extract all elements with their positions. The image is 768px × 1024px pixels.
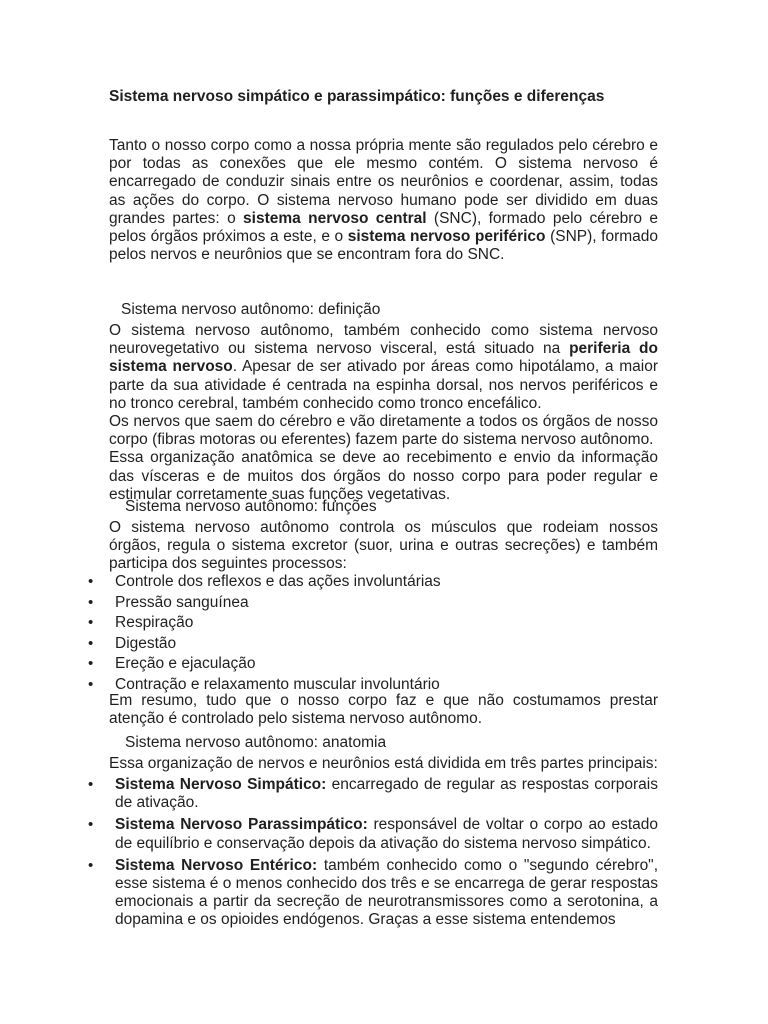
intro-bold-snp: sistema nervoso periférico xyxy=(347,228,546,246)
definition-bold-periferia: periferia do sistema nervoso xyxy=(109,340,658,376)
term-enterico: Sistema Nervoso Entérico: xyxy=(115,856,318,874)
intro-text xyxy=(109,137,658,264)
list-item: • Digestão xyxy=(87,635,658,656)
list-item: • Respiração xyxy=(87,614,658,635)
list-item-simpatico xyxy=(87,776,658,812)
desc-simpatico: encarregado de regular as respostas corporais de ativação. xyxy=(115,776,658,812)
intro-paragraph xyxy=(109,137,658,264)
desc-parassimpatico: responsável de voltar o corpo ao estado de equilíbrio e conservação depois da ativação do sistema nervoso simpático. xyxy=(115,816,658,852)
functions-intro: O sistema nervoso autônomo controla os músculos que rodeiam nossos órgãos, regula o sistema excretor (suor, urina e outras secreções) e também participa dos seguintes processos: xyxy=(109,519,658,573)
section-heading-definition: Sistema nervoso autônomo: definição xyxy=(121,301,381,318)
functions-list xyxy=(87,573,658,697)
definition-text-2: . Apesar de ser ativado por áreas como hipotálamo, a maior parte da sua atividade é centrada na espinha dorsal, nos nervos periféricos e no tronco cerebral, também conhecido como tronco encefálico. xyxy=(109,358,658,412)
list-item-enterico xyxy=(87,857,658,930)
desc-enterico: também conhecido como o "segundo cérebro", esse sistema é o menos conhecido dos três e se encarrega de gerar respostas emocionais a partir da secreção de neurotransmissores como a serotonina, a dopamina e os opioides endógenos. Graças a esse sistema entendemos xyxy=(115,856,658,929)
list-item-parassimpatico xyxy=(87,816,658,852)
anatomy-intro: Essa organização de nervos e neurônios está dividida em três partes principais: xyxy=(109,755,658,772)
document-title: Sistema nervoso simpático e parassimpático: funções e diferenças xyxy=(109,88,605,105)
definition-paragraph-3: Essa organização anatômica se deve ao recebimento e envio da informação das vísceras e de muitos dos órgãos do nosso corpo para poder regular e estimular corretamente suas funções vegetativas. xyxy=(109,449,658,503)
list-item: • Controle dos reflexos e das ações involuntárias xyxy=(87,573,658,594)
definition-text-1: O sistema nervoso autônomo, também conhecido como sistema nervoso neurovegetativo ou sistema nervoso visceral, está situado na xyxy=(109,322,658,358)
list-item: • Contração e relaxamento muscular involuntário xyxy=(87,676,658,697)
intro-text-3: (SNP), formado pelos nervos e neurônios que se encontram fora do SNC. xyxy=(109,228,658,264)
definition-section xyxy=(109,322,658,504)
definition-paragraph-2: Os nervos que saem do cérebro e vão diretamente a todos os órgãos de nosso corpo (fibras motoras ou eferentes) fazem parte do sistema nervoso autônomo. xyxy=(109,413,658,449)
list-item: • Pressão sanguínea xyxy=(87,594,658,615)
functions-summary: Em resumo, tudo que o nosso corpo faz e que não costumamos prestar atenção é controlado pelo sistema nervoso autônomo. xyxy=(109,692,658,728)
intro-bold-snc: sistema nervoso central xyxy=(243,209,427,227)
section-heading-anatomy: Sistema nervoso autônomo: anatomia xyxy=(125,734,387,751)
intro-text-2: (SNC), formado pelo cérebro e pelos órgãos próximos a este, e o xyxy=(109,209,658,246)
anatomy-list xyxy=(87,776,658,934)
intro-text-1: Tanto o nosso corpo como a nossa própria mente são regulados pelo cérebro e por todas as conexões que ele mesmo contém. O sistema nervoso é encarregado de conduzir sinais entre os neurônios e coordenar, assim, todas as ações do corpo. O sistema nervoso humano pode ser dividido em duas grandes partes: o xyxy=(109,137,658,227)
section-heading-functions: Sistema nervoso autônomo: funções xyxy=(125,498,377,515)
definition-paragraph-1 xyxy=(109,322,658,413)
term-parassimpatico: Sistema Nervoso Parassimpático: xyxy=(115,816,368,834)
list-item: • Ereção e ejaculação xyxy=(87,655,658,676)
term-simpatico: Sistema Nervoso Simpático: xyxy=(115,776,327,793)
